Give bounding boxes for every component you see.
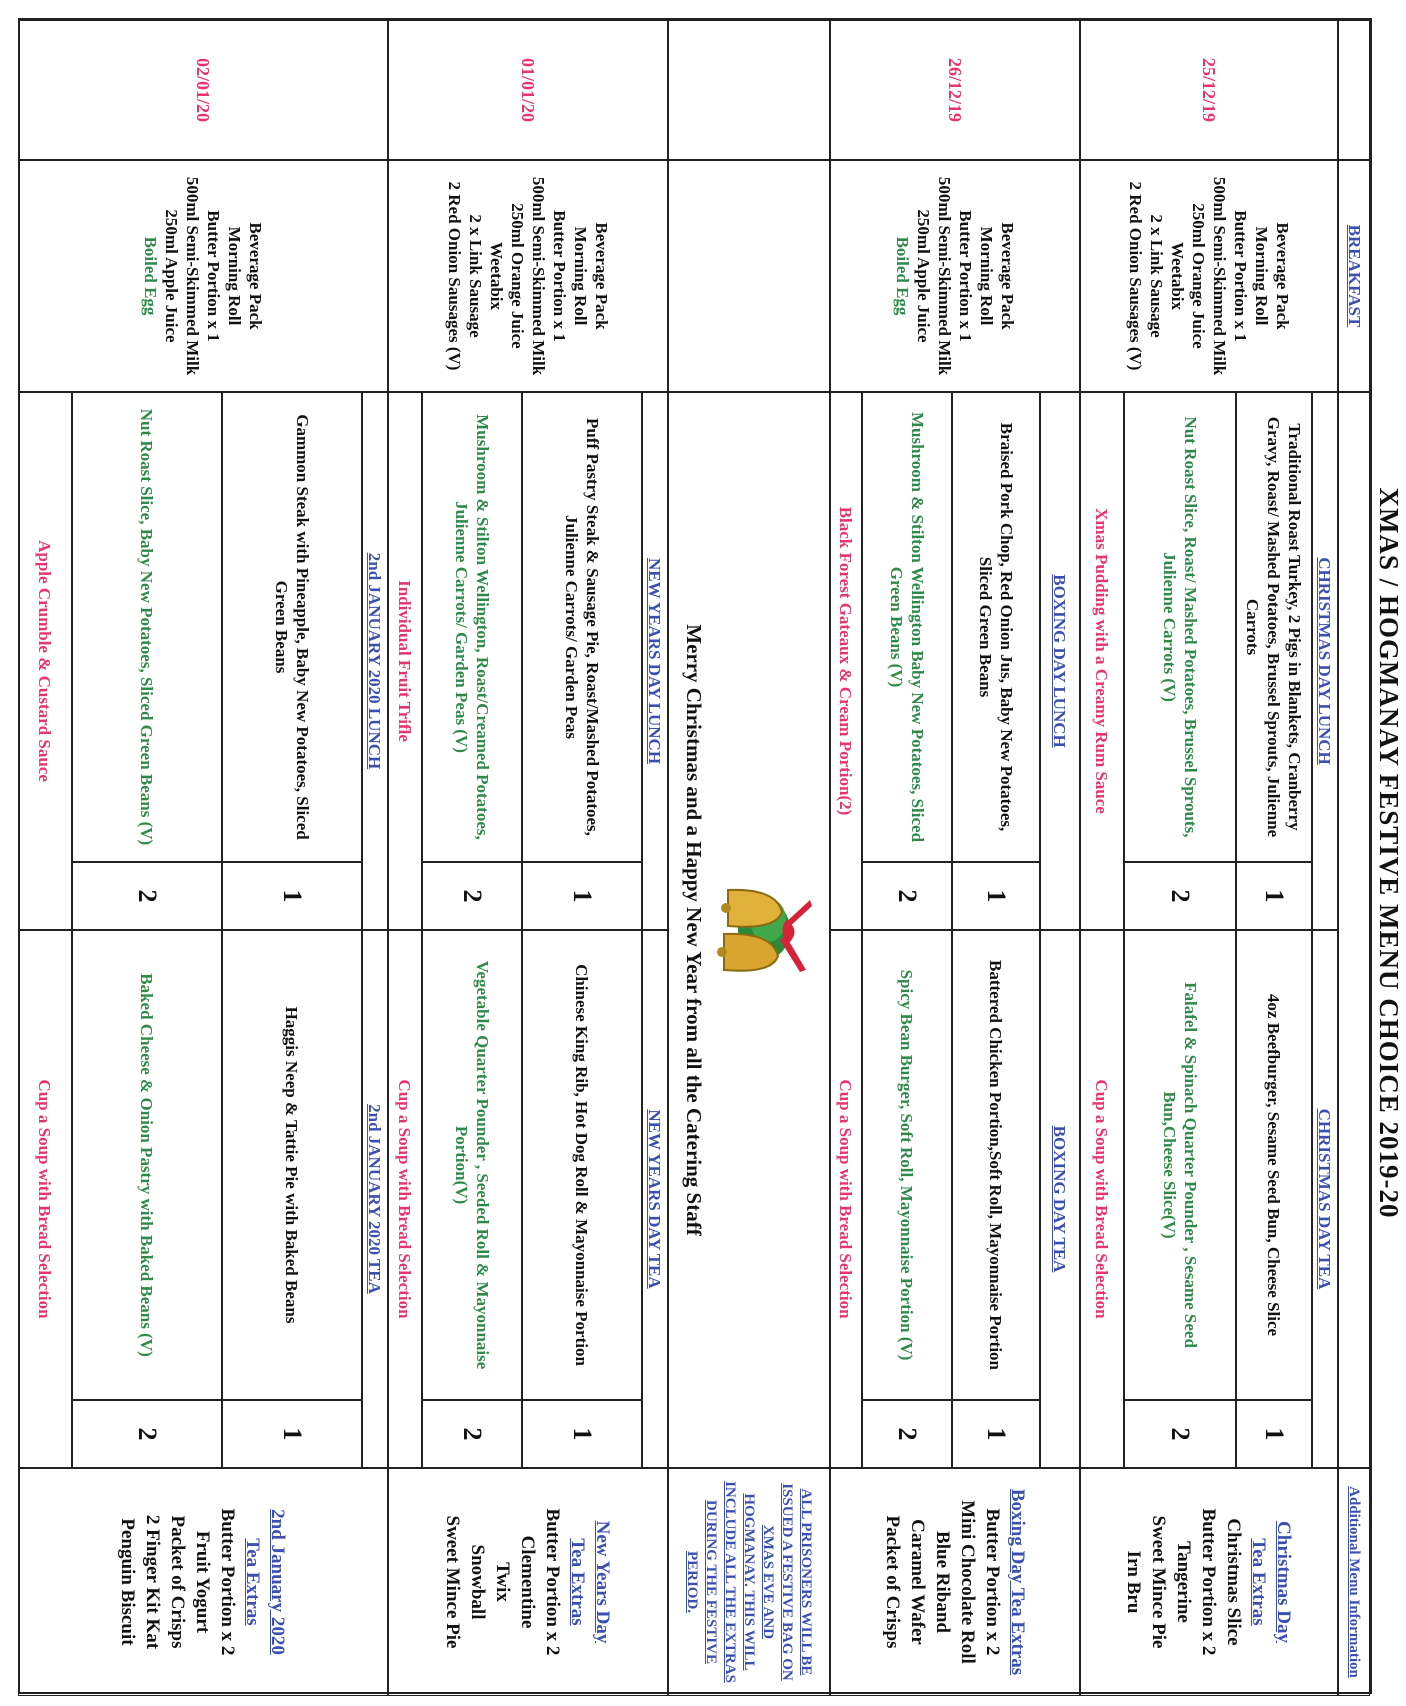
lunch-option-1: Puff Pastry Steak & Sausage Pie, Roast/Mashed Potatoes, Julienne Carrots/ Garden Peas [522,392,642,862]
day-date: 26/12/19 [830,20,1080,160]
extras-cell: 2nd January 2020 Tea Extras Butter Portion x 2 Fruit Yogurt Packet of Crisps 2 Finger Kit Kat Penguin Biscuit [18,1468,388,1696]
lunch-option-2: Nut Roast Slice, Baby New Potatoes, Sliced Green Beans (V) [72,392,222,862]
lunch-dessert: Individual Fruit Trifle [388,392,422,930]
breakfast-header: BREAKFAST [1338,160,1370,392]
breakfast-cell: Beverage Pack Morning Roll Butter Portion x 1 500ml Semi-Skimmed Milk 250ml Apple Juice Boiled Egg [18,160,388,392]
choice-number: 2 [862,862,952,930]
lunch-option-2: Nut Roast Slice, Roast/ Mashed Potatoes, Brussel Sprouts, Julienne Carrots (V) [1124,392,1236,862]
lunch-header: 2nd JANUARY 2020 LUNCH [362,392,388,930]
choice-number: 1 [522,1400,642,1468]
day-date: 02/01/20 [18,20,388,160]
tea-option-2: Vegetable Quarter Pounder , Seeded Roll & Mayonnaise Portion(V) [422,930,522,1400]
choice-number: 2 [1124,862,1236,930]
lunch-option-1: Gammon Steak with Pineapple, Baby New Potatoes, Sliced Green Beans [222,392,362,862]
tea-extra: Cup a Soup with Bread Selection [830,930,862,1468]
choice-number: 1 [952,862,1040,930]
choice-number: 1 [952,1400,1040,1468]
breakfast-cell: Beverage Pack Morning Roll Butter Portion x 1 500ml Semi-Skimmed Milk 250ml Orange Juice Weetabix 2 x Link Sausage 2 Red Onion Sausages (V) [1080,160,1338,392]
meals-header-spacer [1338,392,1370,1468]
tea-extra: Cup a Soup with Bread Selection [388,930,422,1468]
lunch-option-2: Mushroom & Stilton Wellington Baby New Potatoes, Sliced Green Beans (V) [862,392,952,862]
breakfast-cell: Beverage Pack Morning Roll Butter Portion x 1 500ml Semi-Skimmed Milk 250ml Apple Juice Boiled Egg [830,160,1080,392]
festive-message: Merry Christmas and a Happy New Year from all the Catering Staff [682,624,707,1236]
festive-message-cell [668,392,830,1468]
choice-number: 2 [422,1400,522,1468]
lunch-header: CHRISTMAS DAY LUNCH [1312,392,1338,930]
breakfast-cell: Beverage Pack Morning Roll Butter Portion x 1 500ml Semi-Skimmed Milk 250ml Orange Juice Weetabix 2 x Link Sausage 2 Red Onion Sausages (V) [388,160,668,392]
tea-header: CHRISTMAS DAY TEA [1312,930,1338,1468]
tea-option-1: Battered Chicken Portion,Soft Roll, Mayonnaise Portion [952,930,1040,1400]
choice-number: 2 [1124,1400,1236,1468]
choice-number: 2 [862,1400,952,1468]
festive-notice: ALL PRISONERS WILL BE ISSUED A FESTIVE BAG ON XMAS EVE AND HOGMANAY. THIS WILL INCLUDE ALL THE EXTRAS DURING THE FESTIVE PERIOD. [684,1481,815,1683]
lunch-dessert: Apple Crumble & Custard Sauce [18,392,72,930]
lunch-header: BOXING DAY LUNCH [1040,392,1080,930]
tea-option-1: Haggis Neep & Tattie Pie with Baked Beans [222,930,362,1400]
message-row-spacer [668,20,830,160]
extras-cell: Christmas Day Tea Extras Christmas Slice Butter Portion x 2 Tangerine Sweet Mince Pie Irn Bru [1080,1468,1338,1696]
tea-header: 2nd JANUARY 2020 TEA [362,930,388,1468]
page-title: XMAS / HOGMANAY FESTIVE MENU CHOICE 2019-20 [1374,487,1404,1219]
choice-number: 2 [72,862,222,930]
tea-option-2: Spicy Bean Burger, Soft Roll, Mayonnaise Portion (V) [862,930,952,1400]
extras-cell: New Years Day Tea Extras Butter Portion x 2 Clementine Twix Snowball Sweet Mince Pie [388,1468,668,1696]
lunch-dessert: Xmas Pudding with a Creamy Rum Sauce [1080,392,1124,930]
choice-number: 1 [1236,862,1312,930]
choice-number: 2 [72,1400,222,1468]
choice-number: 2 [422,862,522,930]
lunch-header: NEW YEARS DAY LUNCH [642,392,668,930]
tea-header: NEW YEARS DAY TEA [642,930,668,1468]
tea-header: BOXING DAY TEA [1040,930,1080,1468]
menu-table [18,18,1372,1694]
day-date: 01/01/20 [388,20,668,160]
tea-extra: Cup a Soup with Bread Selection [1080,930,1124,1468]
tea-option-1: Chinese King Rib, Hot Dog Roll & Mayonnaise Portion [522,930,642,1400]
festive-notice-cell [668,1468,830,1696]
corner-cell [1338,20,1370,160]
christmas-bells-icon [707,860,817,1000]
tea-option-1: 4oz Beefburger, Sesame Seed Bun, Cheese Slice [1236,930,1312,1400]
lunch-option-1: Traditional Roast Turkey, 2 Pigs in Blankets, Cranberry Gravy, Roast/ Mashed Potatoes, Brussel Sprouts, Julienne Carrots [1236,392,1312,862]
additional-info-header: Additional Menu Information [1338,1468,1370,1696]
tea-option-2: Baked Cheese & Onion Pastry with Baked Beans (V) [72,930,222,1400]
tea-extra: Cup a Soup with Bread Selection [18,930,72,1468]
lunch-option-2: Mushroom & Stilton Wellington, Roast/Creamed Potatoes, Julienne Carrots/ Garden Peas (V) [422,392,522,862]
message-row-spacer [668,160,830,392]
day-date: 25/12/19 [1080,20,1338,160]
tea-option-2: Falafel & Spinach Quarter Pounder , Sesame Seed Bun,Cheese Slice(V) [1124,930,1236,1400]
extras-cell: Boxing Day Tea Extras Butter Portion x 2 Mini Chocolate Roll Blue Riband Caramel Wafer Packet of Crisps [830,1468,1080,1696]
choice-number: 1 [222,862,362,930]
lunch-dessert: Black Forest Gateaux & Cream Portion(2) [830,392,862,930]
choice-number: 1 [222,1400,362,1468]
choice-number: 1 [1236,1400,1312,1468]
lunch-option-1: Braised Pork Chop, Red Onion Jus, Baby New Potatoes, Sliced Green Beans [952,392,1040,862]
choice-number: 1 [522,862,642,930]
